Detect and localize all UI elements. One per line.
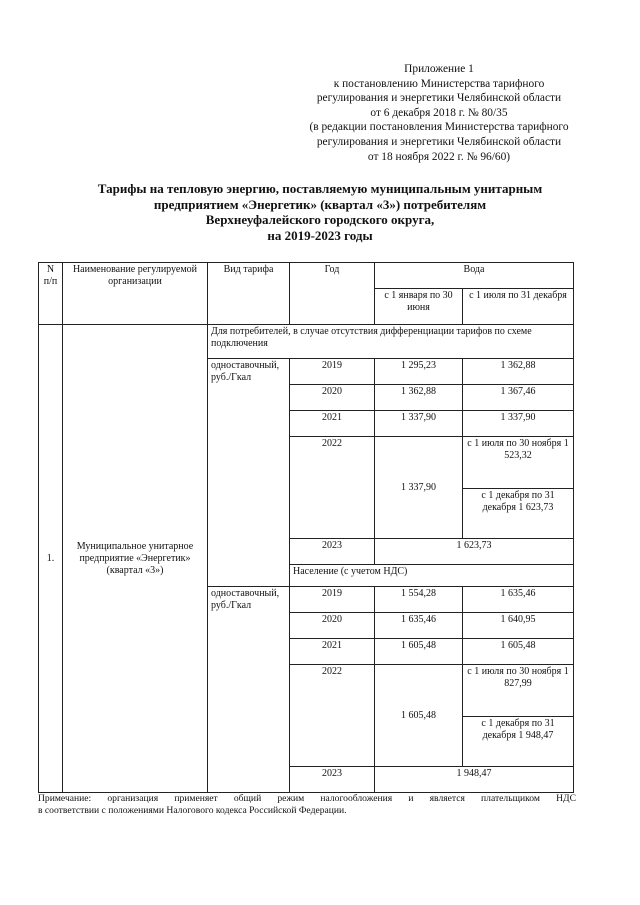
tariff-value: 1 362,88 [375, 385, 463, 411]
tariff-value-subperiod: с 1 декабря по 31 декабря 1 623,73 [463, 489, 574, 539]
tariff-value: 1 337,90 [463, 411, 574, 437]
title-line: Тарифы на тепловую энергию, поставляемую муниципальным унитарным [97, 181, 543, 196]
header-water: Вода [375, 263, 574, 289]
appendix-line: регулирования и энергетики Челябинской области [316, 135, 562, 148]
tariff-value: 1 640,95 [463, 613, 574, 639]
year-cell: 2019 [290, 359, 375, 385]
header-organization: Наименование регулируемой организации [63, 263, 208, 325]
tariff-value: 1 635,46 [375, 613, 463, 639]
year-cell: 2022 [290, 665, 375, 767]
appendix-line: от 18 ноября 2022 г. № 96/60) [367, 150, 511, 163]
tariff-value: 1 605,48 [463, 639, 574, 665]
title-line: Верхнеуфалейского городского округа, [205, 212, 435, 227]
appendix-line: Приложение 1 [404, 63, 474, 75]
year-cell: 2023 [290, 539, 375, 565]
document-title [40, 181, 600, 243]
row-number: 1. [39, 325, 63, 793]
tariff-value: 1 337,90 [375, 411, 463, 437]
footnote [38, 793, 576, 817]
tariff-value: 1 635,46 [463, 587, 574, 613]
tariff-value: 1 362,88 [463, 359, 574, 385]
tariff-type: одноставочный, руб./Гкал [208, 359, 290, 587]
tariff-type: одноставочный, руб./Гкал [208, 587, 290, 793]
tariff-value: 1 605,48 [375, 665, 463, 767]
tariff-value: 1 295,23 [375, 359, 463, 385]
title-line: предприятием «Энергетик» (квартал «3») потребителям [153, 196, 487, 212]
appendix-line: регулирования и энергетики Челябинской области [316, 92, 562, 105]
appendix-line: (в редакции постановления Министерства тарифного [309, 121, 569, 134]
tariff-value: 1 554,28 [375, 587, 463, 613]
tariff-value: 1 367,46 [463, 385, 574, 411]
year-cell: 2019 [290, 587, 375, 613]
appendix-header [286, 62, 592, 164]
section-label: Население (с учетом НДС) [290, 565, 574, 587]
header-period-2: с 1 июля по 31 декабря [463, 289, 574, 325]
tariff-table [38, 262, 574, 793]
header-period-1: с 1 января по 30 июня [375, 289, 463, 325]
appendix-line: от 6 декабря 2018 г. № 80/35 [370, 106, 508, 119]
footnote-line: Примечание: организация применяет общий режим налогообложения и является плательщиком НДС [38, 793, 576, 804]
title-line: на 2019-2023 годы [267, 227, 373, 243]
tariff-value: 1 623,73 [375, 539, 574, 565]
year-cell: 2023 [290, 767, 375, 793]
tariff-value-subperiod: с 1 декабря по 31 декабря 1 948,47 [463, 717, 574, 767]
appendix-line: к постановлению Министерства тарифного [333, 77, 545, 90]
tariff-value-subperiod: с 1 июля по 30 ноября 1 523,32 [463, 437, 574, 489]
header-num: N п/п [39, 263, 63, 325]
header-year: Год [290, 263, 375, 325]
year-cell: 2020 [290, 613, 375, 639]
year-cell: 2022 [290, 437, 375, 539]
section-label: Для потребителей, в случае отсутствия дифференциации тарифов по схеме подключения [208, 325, 574, 359]
tariff-value: 1 337,90 [375, 437, 463, 539]
year-cell: 2021 [290, 411, 375, 437]
year-cell: 2020 [290, 385, 375, 411]
tariff-value-subperiod: с 1 июля по 30 ноября 1 827,99 [463, 665, 574, 717]
header-tariff-type: Вид тарифа [208, 263, 290, 325]
organization-name: Муниципальное унитарное предприятие «Энергетик» (квартал «3») [63, 325, 208, 793]
tariff-value: 1 948,47 [375, 767, 574, 793]
tariff-value: 1 605,48 [375, 639, 463, 665]
footnote-line: в соответствии с положениями Налогового кодекса Российской Федерации. [38, 805, 347, 816]
year-cell: 2021 [290, 639, 375, 665]
